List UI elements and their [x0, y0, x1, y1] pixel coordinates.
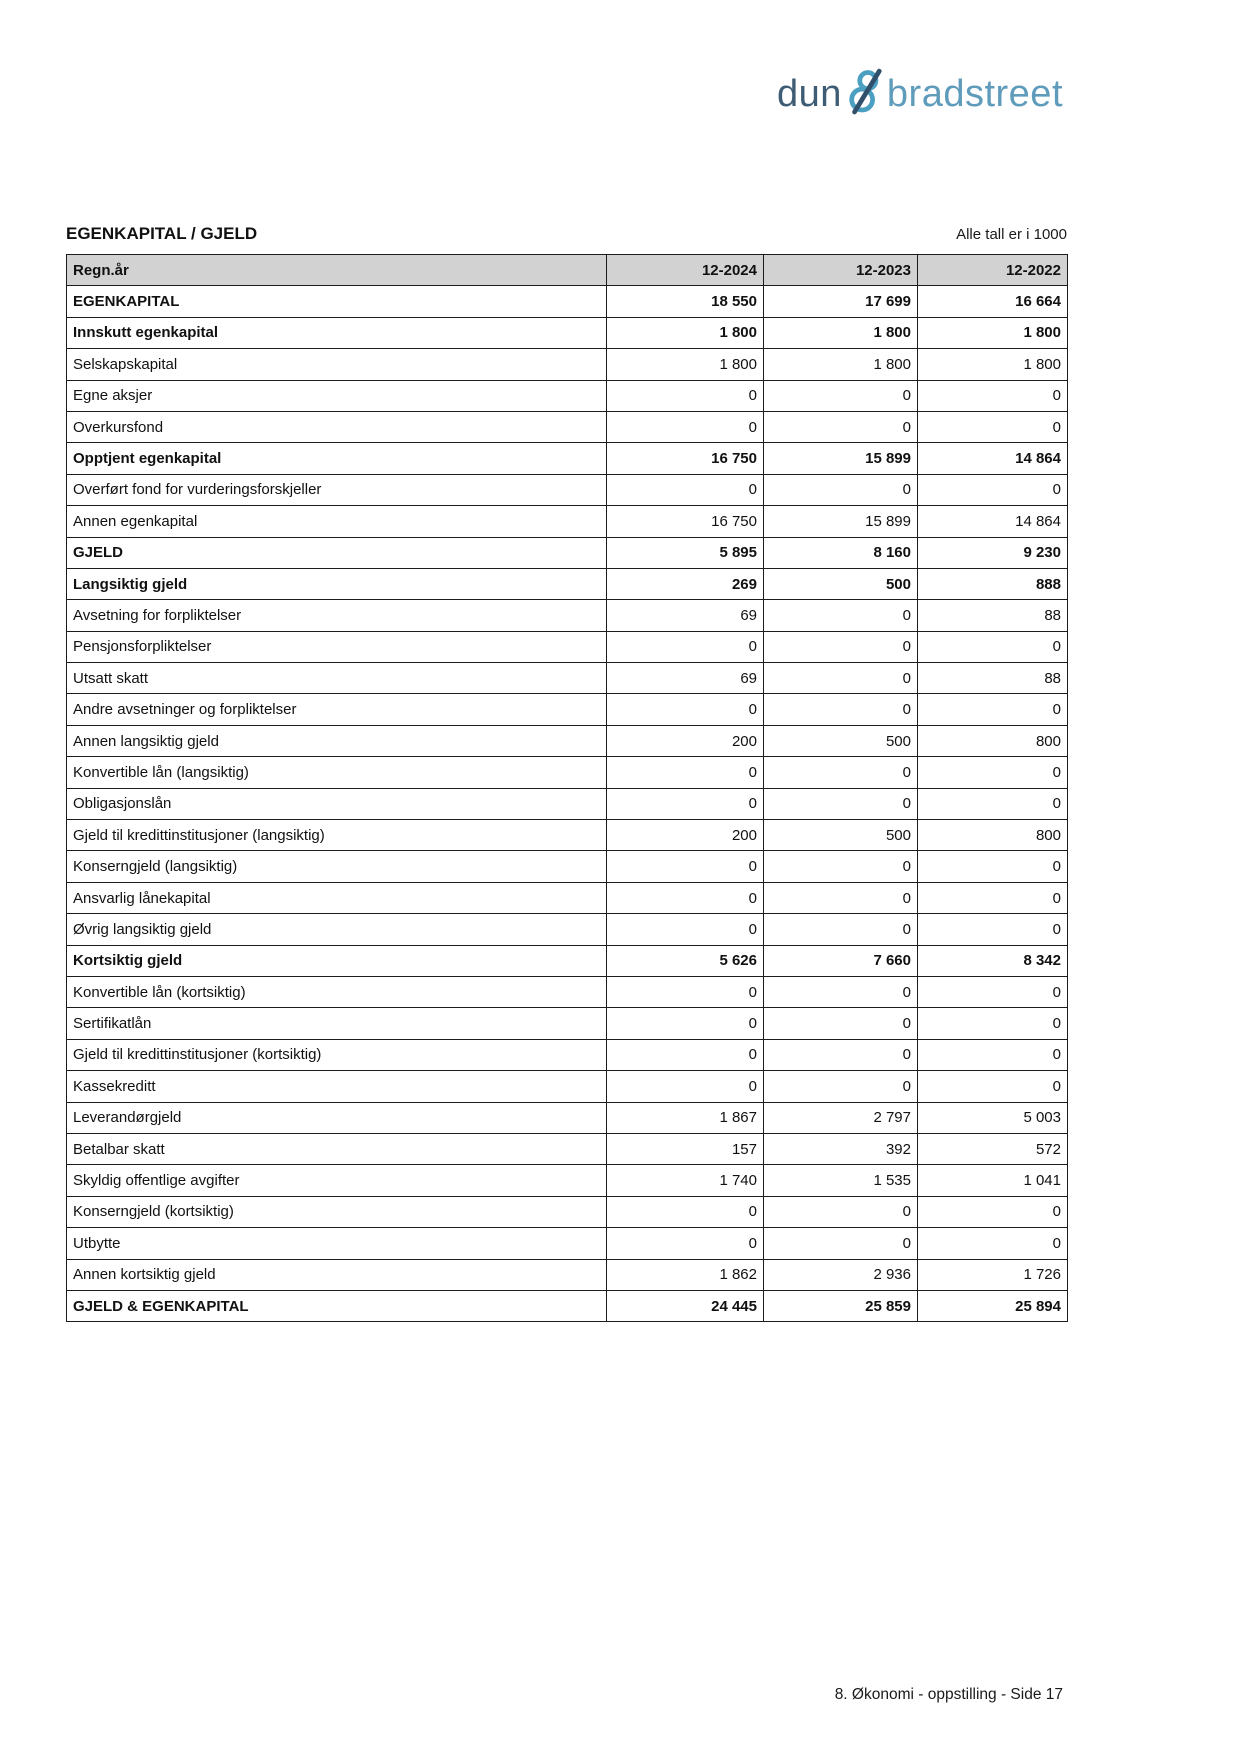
table-row	[67, 788, 1068, 819]
row-label: Overført fond for vurderingsforskjeller	[67, 474, 607, 505]
cell-value: 8 160	[764, 537, 918, 568]
page-title: EGENKAPITAL / GJELD	[66, 224, 258, 243]
table-row	[67, 1071, 1068, 1102]
table-row	[67, 631, 1068, 662]
cell-value: 25 859	[764, 1290, 918, 1321]
table-row	[67, 443, 1068, 474]
table-row	[67, 349, 1068, 380]
cell-value: 0	[607, 474, 764, 505]
cell-value: 0	[764, 757, 918, 788]
row-label: Leverandørgjeld	[67, 1102, 607, 1133]
cell-value: 0	[764, 694, 918, 725]
table-row	[67, 820, 1068, 851]
cell-value: 1 800	[764, 317, 918, 348]
cell-value: 25 894	[918, 1290, 1068, 1321]
row-label: Konserngjeld (langsiktig)	[67, 851, 607, 882]
table-row	[67, 1259, 1068, 1290]
cell-value: 0	[918, 757, 1068, 788]
cell-value: 0	[607, 851, 764, 882]
header-year-2023: 12-2023	[764, 255, 918, 286]
row-label: Utsatt skatt	[67, 663, 607, 694]
cell-value: 0	[607, 788, 764, 819]
section-header	[66, 224, 1067, 244]
cell-value: 15 899	[764, 443, 918, 474]
table-row	[67, 1228, 1068, 1259]
row-label: Opptjent egenkapital	[67, 443, 607, 474]
cell-value: 0	[764, 631, 918, 662]
row-label: Egne aksjer	[67, 380, 607, 411]
cell-value: 69	[607, 600, 764, 631]
ampersand-icon	[842, 68, 887, 120]
cell-value: 1 041	[918, 1165, 1068, 1196]
table-row	[67, 1196, 1068, 1227]
cell-value: 0	[764, 1008, 918, 1039]
row-label: Øvrig langsiktig gjeld	[67, 914, 607, 945]
cell-value: 0	[764, 600, 918, 631]
cell-value: 0	[607, 1039, 764, 1070]
row-label: GJELD & EGENKAPITAL	[67, 1290, 607, 1321]
table-row	[67, 474, 1068, 505]
cell-value: 0	[918, 1071, 1068, 1102]
cell-value: 69	[607, 663, 764, 694]
cell-value: 200	[607, 725, 764, 756]
cell-value: 0	[918, 882, 1068, 913]
table-row	[67, 757, 1068, 788]
cell-value: 0	[764, 788, 918, 819]
row-label: Konvertible lån (langsiktig)	[67, 757, 607, 788]
cell-value: 800	[918, 725, 1068, 756]
table-row	[67, 914, 1068, 945]
table-row	[67, 1102, 1068, 1133]
cell-value: 0	[764, 411, 918, 442]
cell-value: 0	[918, 380, 1068, 411]
table-row	[67, 882, 1068, 913]
cell-value: 0	[607, 1008, 764, 1039]
table-row	[67, 1165, 1068, 1196]
cell-value: 16 750	[607, 443, 764, 474]
dun-bradstreet-logo	[777, 68, 1063, 120]
cell-value: 15 899	[764, 506, 918, 537]
cell-value: 8 342	[918, 945, 1068, 976]
cell-value: 5 626	[607, 945, 764, 976]
table-row	[67, 725, 1068, 756]
cell-value: 2 936	[764, 1259, 918, 1290]
cell-value: 0	[918, 411, 1068, 442]
cell-value: 0	[607, 1071, 764, 1102]
cell-value: 0	[607, 914, 764, 945]
cell-value: 0	[764, 851, 918, 882]
cell-value: 888	[918, 568, 1068, 599]
row-label: Gjeld til kredittinstitusjoner (langsiktig)	[67, 820, 607, 851]
cell-value: 0	[764, 474, 918, 505]
table-row	[67, 411, 1068, 442]
row-label: Selskapskapital	[67, 349, 607, 380]
header-year-2024: 12-2024	[607, 255, 764, 286]
row-label: Konvertible lån (kortsiktig)	[67, 976, 607, 1007]
table-body	[67, 286, 1068, 1322]
row-label: Kassekreditt	[67, 1071, 607, 1102]
cell-value: 0	[607, 380, 764, 411]
cell-value: 0	[918, 976, 1068, 1007]
page-footer: 8. Økonomi - oppstilling - Side 17	[834, 1686, 1063, 1703]
row-label: Langsiktig gjeld	[67, 568, 607, 599]
cell-value: 0	[764, 1071, 918, 1102]
header-year-2022: 12-2022	[918, 255, 1068, 286]
cell-value: 0	[764, 1228, 918, 1259]
row-label: Pensjonsforpliktelser	[67, 631, 607, 662]
cell-value: 392	[764, 1133, 918, 1164]
row-label: Annen langsiktig gjeld	[67, 725, 607, 756]
cell-value: 17 699	[764, 286, 918, 317]
table-header-row	[67, 255, 1068, 286]
row-label: Avsetning for forpliktelser	[67, 600, 607, 631]
cell-value: 0	[607, 631, 764, 662]
cell-value: 2 797	[764, 1102, 918, 1133]
cell-value: 0	[764, 1039, 918, 1070]
cell-value: 88	[918, 663, 1068, 694]
cell-value: 1 867	[607, 1102, 764, 1133]
cell-value: 0	[918, 851, 1068, 882]
table-row	[67, 380, 1068, 411]
cell-value: 0	[918, 914, 1068, 945]
cell-value: 500	[764, 820, 918, 851]
cell-value: 0	[764, 663, 918, 694]
cell-value: 0	[607, 694, 764, 725]
cell-value: 0	[918, 1039, 1068, 1070]
row-label: Obligasjonslån	[67, 788, 607, 819]
cell-value: 9 230	[918, 537, 1068, 568]
row-label: Kortsiktig gjeld	[67, 945, 607, 976]
table-row	[67, 663, 1068, 694]
cell-value: 0	[607, 757, 764, 788]
table-row	[67, 506, 1068, 537]
cell-value: 800	[918, 820, 1068, 851]
cell-value: 572	[918, 1133, 1068, 1164]
units-note: Alle tall er i 1000	[956, 226, 1067, 243]
row-label: Ansvarlig lånekapital	[67, 882, 607, 913]
row-label: GJELD	[67, 537, 607, 568]
cell-value: 1 800	[764, 349, 918, 380]
table-row	[67, 1133, 1068, 1164]
cell-value: 0	[764, 1196, 918, 1227]
cell-value: 0	[918, 631, 1068, 662]
table-row	[67, 945, 1068, 976]
cell-value: 0	[764, 380, 918, 411]
cell-value: 0	[918, 474, 1068, 505]
table-row	[67, 1039, 1068, 1070]
cell-value: 7 660	[764, 945, 918, 976]
cell-value: 200	[607, 820, 764, 851]
row-label: Skyldig offentlige avgifter	[67, 1165, 607, 1196]
cell-value: 0	[918, 1228, 1068, 1259]
row-label: Gjeld til kredittinstitusjoner (kortsiktig)	[67, 1039, 607, 1070]
row-label: EGENKAPITAL	[67, 286, 607, 317]
cell-value: 18 550	[607, 286, 764, 317]
cell-value: 0	[764, 914, 918, 945]
table-row	[67, 600, 1068, 631]
cell-value: 0	[607, 882, 764, 913]
cell-value: 0	[764, 976, 918, 1007]
cell-value: 14 864	[918, 506, 1068, 537]
cell-value: 1 862	[607, 1259, 764, 1290]
cell-value: 0	[918, 788, 1068, 819]
cell-value: 500	[764, 725, 918, 756]
row-label: Konserngjeld (kortsiktig)	[67, 1196, 607, 1227]
cell-value: 500	[764, 568, 918, 599]
row-label: Betalbar skatt	[67, 1133, 607, 1164]
cell-value: 1 800	[918, 349, 1068, 380]
cell-value: 5 003	[918, 1102, 1068, 1133]
cell-value: 1 535	[764, 1165, 918, 1196]
cell-value: 88	[918, 600, 1068, 631]
logo-text-dun: dun	[777, 73, 842, 115]
cell-value: 0	[764, 882, 918, 913]
cell-value: 1 800	[918, 317, 1068, 348]
cell-value: 14 864	[918, 443, 1068, 474]
cell-value: 16 750	[607, 506, 764, 537]
row-label: Sertifikatlån	[67, 1008, 607, 1039]
balance-sheet-section	[66, 224, 1067, 1322]
row-label: Utbytte	[67, 1228, 607, 1259]
cell-value: 1 800	[607, 349, 764, 380]
cell-value: 0	[918, 694, 1068, 725]
cell-value: 0	[607, 976, 764, 1007]
table-row	[67, 1290, 1068, 1321]
row-label: Annen egenkapital	[67, 506, 607, 537]
table-header	[67, 255, 1068, 286]
row-label: Andre avsetninger og forpliktelser	[67, 694, 607, 725]
row-label: Overkursfond	[67, 411, 607, 442]
row-label: Innskutt egenkapital	[67, 317, 607, 348]
table-row	[67, 976, 1068, 1007]
cell-value: 16 664	[918, 286, 1068, 317]
balance-sheet-table	[66, 254, 1068, 1322]
cell-value: 0	[918, 1196, 1068, 1227]
table-row	[67, 286, 1068, 317]
cell-value: 24 445	[607, 1290, 764, 1321]
cell-value: 0	[918, 1008, 1068, 1039]
table-row	[67, 851, 1068, 882]
cell-value: 0	[607, 411, 764, 442]
cell-value: 157	[607, 1133, 764, 1164]
table-row	[67, 1008, 1068, 1039]
header-regnar: Regn.år	[67, 255, 607, 286]
logo-text-bradstreet: bradstreet	[886, 73, 1063, 115]
row-label: Annen kortsiktig gjeld	[67, 1259, 607, 1290]
table-row	[67, 694, 1068, 725]
table-row	[67, 537, 1068, 568]
cell-value: 1 740	[607, 1165, 764, 1196]
table-row	[67, 317, 1068, 348]
cell-value: 1 726	[918, 1259, 1068, 1290]
cell-value: 0	[607, 1196, 764, 1227]
table-row	[67, 568, 1068, 599]
cell-value: 1 800	[607, 317, 764, 348]
cell-value: 5 895	[607, 537, 764, 568]
cell-value: 0	[607, 1228, 764, 1259]
cell-value: 269	[607, 568, 764, 599]
